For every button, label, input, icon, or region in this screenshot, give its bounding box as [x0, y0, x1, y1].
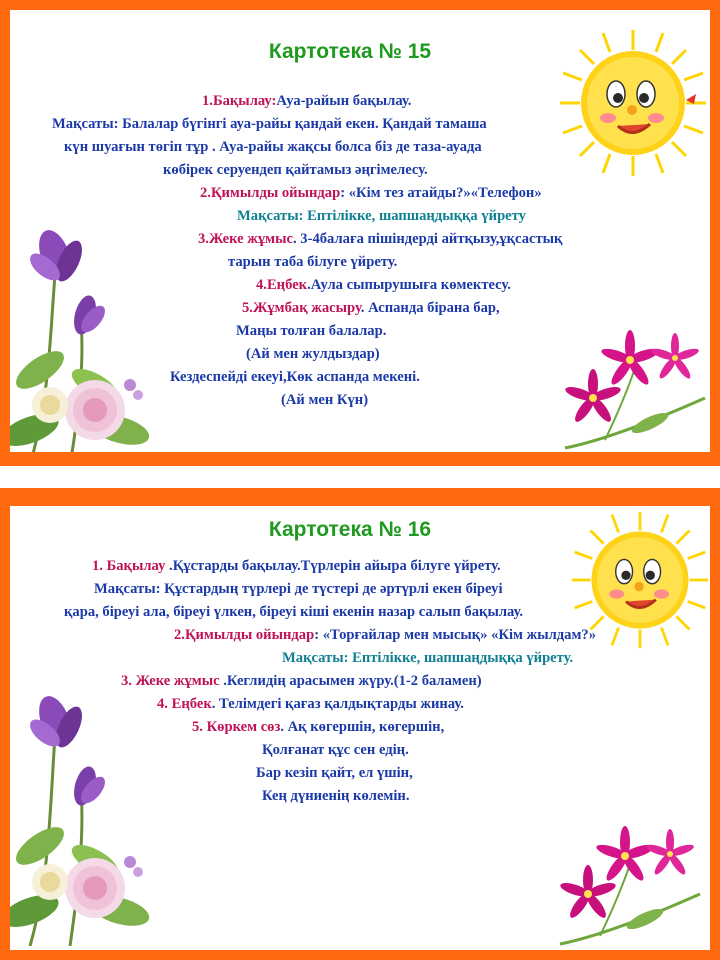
line-text: . 3-4балаға пішіндерді айтқызу,ұқсастық: [292, 231, 563, 247]
line-text: қара, біреуі ала, біреуі үлкен, біреуі кішi екенін назар салып бақылау.: [64, 604, 524, 620]
line-lead: 2.Қимылды ойындар: [174, 627, 315, 643]
line-labor: [157, 696, 464, 713]
line-text: . Аспанда бірана бар,: [360, 300, 500, 316]
line-lead: 4. Еңбек: [157, 696, 212, 712]
line-lead: 4.Еңбек: [256, 277, 308, 293]
page-title: Картотека № 16: [268, 518, 432, 541]
card-body: [10, 506, 710, 950]
line-text: .Аула сыпырушыға көмектесу.: [307, 277, 511, 293]
rose-bouquet-icon: [10, 215, 160, 452]
line-observation: [202, 93, 411, 110]
line-lead: 2.Қимылды ойындар: [200, 185, 341, 201]
line-riddle: [242, 300, 500, 317]
card-body: [10, 10, 710, 452]
line-text: .Құстарды бақылау.Түрлерін айыра білуге үйрету.: [165, 558, 501, 574]
line-games: [174, 627, 596, 644]
line-individual-work: [198, 231, 562, 248]
line-text: Ауа-райын бақылау.: [276, 93, 412, 109]
line-text: Қолғанат құс сен едің.: [262, 742, 409, 758]
rose-bouquet-icon: [10, 676, 160, 946]
line-text: . Ақ көгершін, көгершін,: [280, 719, 445, 735]
line-lead: 5.Жұмбақ жасыру: [242, 300, 361, 316]
line-lead: 5. Көркем сөз: [192, 719, 281, 735]
line-games: [200, 185, 542, 202]
line-text: . Телімдегі қағаз қалдықтарды жинау.: [211, 696, 464, 712]
line-text: (Ай мен жулдыздар): [246, 346, 380, 362]
lily-flower-icon: [555, 328, 710, 452]
line-text: Кездеспейді екеуі,Көк аспанда мекені.: [170, 369, 420, 385]
lily-flower-icon: [550, 824, 710, 950]
line-text: : «Кім тез атайды?»«Телефон»: [340, 185, 542, 201]
line-text: Кең дүниенің көлемін.: [262, 788, 410, 804]
line-goal: Мақсаты: Балалар бүгінгі ауа-райы қандай екен. Қандай тамаша: [52, 116, 487, 132]
line-goal: Мақсаты: Ептілікке, шапшаңдыққа үйрету: [237, 208, 526, 224]
card-kartoteka-15: [0, 0, 720, 466]
line-labor: [256, 277, 511, 294]
card-kartoteka-16: [0, 488, 720, 960]
line-text: тарын таба білуге үйрету.: [228, 254, 398, 270]
line-individual-work: [121, 673, 482, 690]
line-text: (Ай мен Күн): [281, 392, 369, 408]
page-title: Картотека № 15: [268, 40, 432, 63]
line-text: Маңы толған балалар.: [236, 323, 387, 339]
line-text: .Кеглидің арасымен жүру.(1-2 баламен): [219, 673, 482, 689]
line-lead: 1.Бақылау:: [202, 93, 277, 109]
line-goal: Мақсаты: Ептілікке, шапшаңдыққа үйрету.: [282, 650, 574, 666]
line-poem: [192, 719, 444, 736]
line-text: көбірек серуендеп қайтамыз әңгімелесу.: [163, 162, 428, 178]
line-goal: Мақсаты: Құстардың түрлері де түстері де әртүрлі екен біреуі: [94, 581, 503, 597]
line-observation: [92, 558, 501, 575]
line-text: : «Торғайлар мен мысық» «Кім жылдам?»: [314, 627, 597, 643]
line-lead: 3. Жеке жұмыс: [121, 673, 220, 689]
line-lead: 3.Жеке жұмыс: [198, 231, 293, 247]
line-lead: 1. Бақылау: [92, 558, 166, 574]
line-text: күн шуағын төгіп тұр . Ауа-райы жақсы болса біз де таза-ауада: [64, 139, 482, 155]
line-text: Бар кезіп қайт, ел үшін,: [256, 765, 413, 781]
